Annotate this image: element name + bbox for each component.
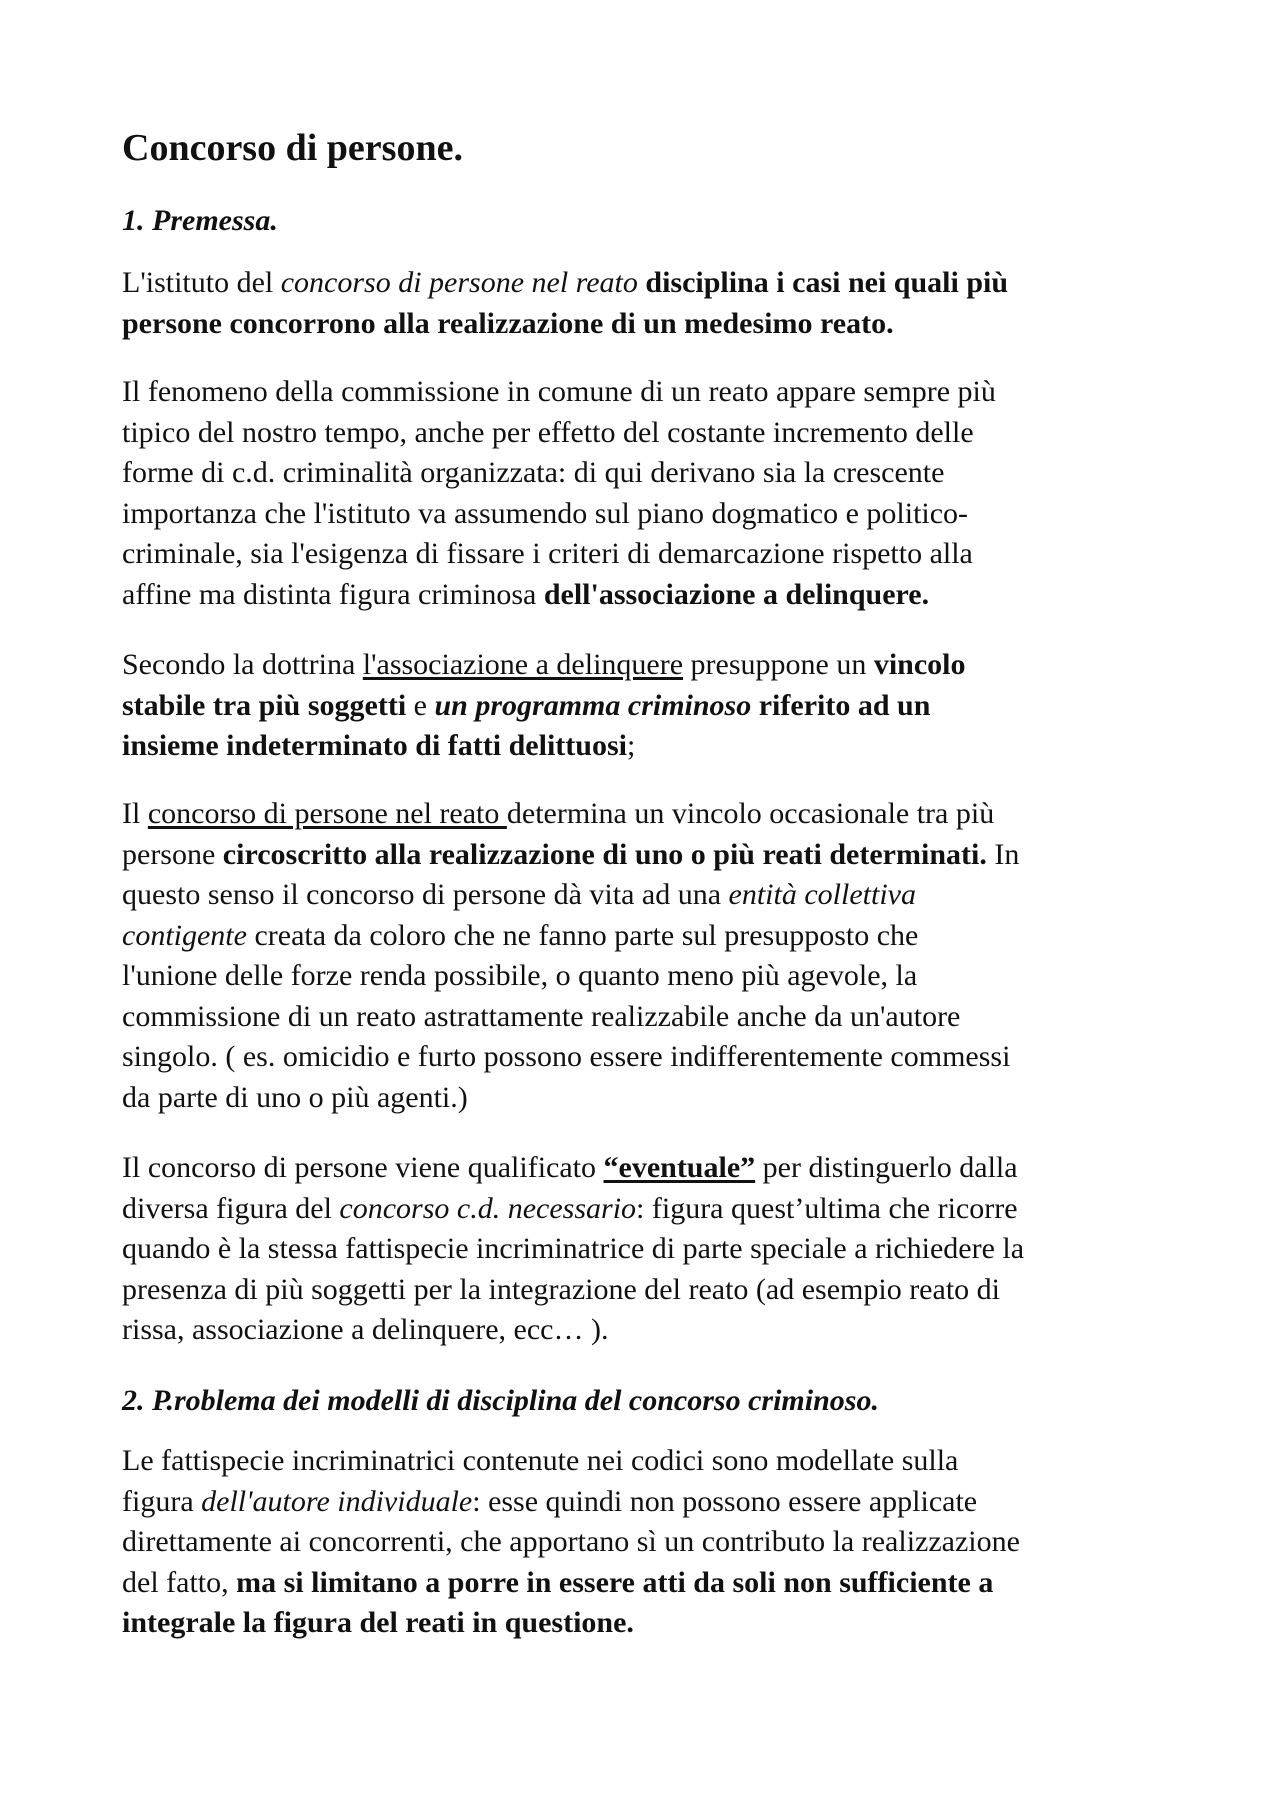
- text-line: Secondo la dottrina l'associazione a delinquere presuppone un vincolo: [122, 648, 966, 681]
- paragraph-definition: [122, 263, 1192, 344]
- text-line: forme di c.d. criminalità organizzata: di qui derivano sia la crescente: [122, 456, 945, 489]
- text-line: singolo. ( es. omicidio e furto possono essere indifferentemente commessi: [122, 1040, 1011, 1073]
- text-line: affine ma distinta figura criminosa dell'associazione a delinquere.: [122, 577, 930, 611]
- text-line: Il fenomeno della commissione in comune di un reato appare sempre più: [122, 375, 996, 408]
- section-heading-problema: 2. P.roblema dei modelli di disciplina del concorso criminoso.: [122, 1384, 879, 1417]
- text-line: del fatto, ma si limitano a porre in essere atti da soli non sufficiente a: [122, 1565, 994, 1599]
- text-line: l'unione delle forze renda possibile, o quanto meno più agevole, la: [122, 959, 918, 992]
- text-line: persone concorrono alla realizzazione di un medesimo reato.: [122, 306, 894, 340]
- text-line: criminale, sia l'esigenza di fissare i criteri di demarcazione rispetto alla: [122, 537, 973, 570]
- text-line: figura dell'autore individuale: esse quindi non possono essere applicate: [122, 1484, 978, 1518]
- section-heading-premessa: 1. Premessa.: [122, 204, 278, 237]
- text-line: presenza di più soggetti per la integrazione del reato (ad esempio reato di: [122, 1272, 1000, 1306]
- text-line: stabile tra più soggetti e un programma criminoso riferito ad un: [122, 688, 931, 722]
- document-title: Concorso di persone.: [122, 127, 463, 169]
- paragraph-concorso: [122, 794, 1192, 1118]
- text-line: Le fattispecie incriminatrici contenute nei codici sono modellate sulla: [122, 1444, 959, 1477]
- text-line: questo senso il concorso di persone dà vita ad una entità collettiva: [122, 878, 916, 911]
- text-line: commissione di un reato astrattamente realizzabile anche da un'autore: [122, 999, 961, 1033]
- text-line: quando è la stessa fattispecie incriminatrice di parte speciale a richiedere la: [122, 1232, 1025, 1265]
- text-line: integrale la figura del reati in questione.: [122, 1606, 634, 1639]
- paragraph-phenomenon: [122, 372, 1192, 615]
- text-line: tipico del nostro tempo, anche per effetto del costante incremento delle: [122, 415, 974, 449]
- text-line: L'istituto del concorso di persone nel reato disciplina i casi nei quali più: [122, 266, 1009, 299]
- text-line: persone circoscritto alla realizzazione di uno o più reati determinati. In: [122, 837, 1020, 871]
- text-line: Il concorso di persone viene qualificato “eventuale” per distinguerlo dalla: [122, 1151, 1018, 1184]
- paragraph-associazione: [122, 645, 1192, 767]
- text-line: insieme indeterminato di fatti delittuosi;: [122, 729, 636, 762]
- text-line: rissa, associazione a delinquere, ecc… ).: [122, 1313, 609, 1346]
- text-line: diversa figura del concorso c.d. necessario: figura quest’ultima che ricorre: [122, 1191, 1018, 1225]
- paragraph-eventuale: [122, 1148, 1192, 1351]
- text-line: Il concorso di persone nel reato determina un vincolo occasionale tra più: [122, 797, 995, 830]
- text-line: direttamente ai concorrenti, che apportano sì un contributo la realizzazione: [122, 1525, 1020, 1558]
- paragraph-fattispecie: [122, 1441, 1192, 1644]
- text-line: da parte di uno o più agenti.): [122, 1080, 468, 1114]
- text-line: importanza che l'istituto va assumendo sul piano dogmatico e politico-: [122, 496, 969, 530]
- text-line: contigente creata da coloro che ne fanno parte sul presupposto che: [122, 918, 919, 952]
